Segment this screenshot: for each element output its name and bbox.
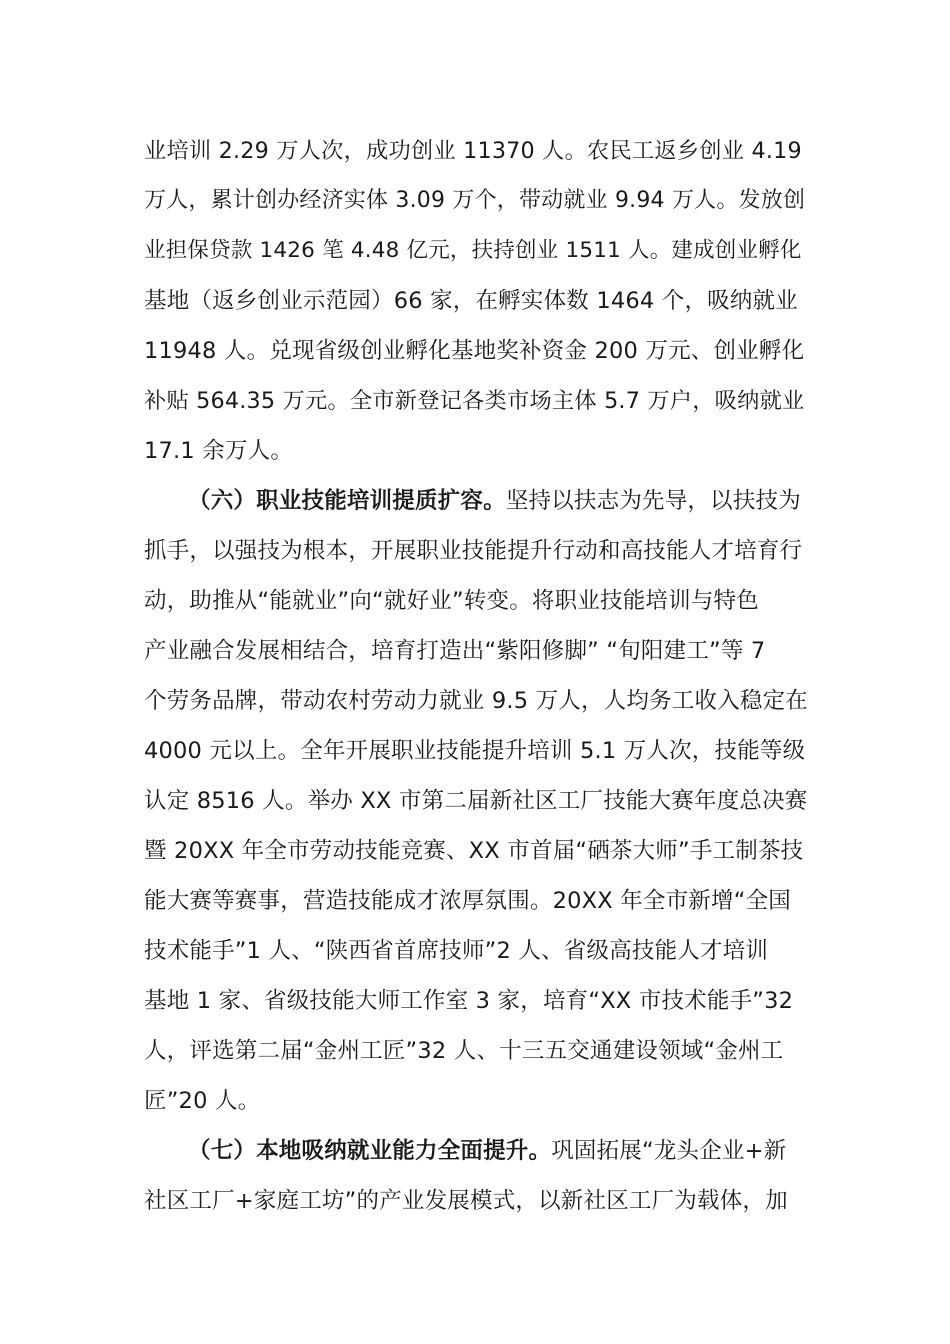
paragraph-2-line-8: 暨 20XX 年全市劳动技能竞赛、XX 市首届“硒茶大师”手工制茶技	[144, 838, 804, 864]
paragraph-2-first-line	[188, 490, 808, 513]
paragraph-3-first-line-text: 巩固拓展“龙头企业+新	[551, 1138, 787, 1164]
paragraph-2-line-11: 基地 1 家、省级技能大师工作室 3 家，培育“XX 市技术能手”32	[144, 988, 794, 1014]
paragraph-1-line-5: 11948 人。兑现省级创业孵化基地奖补资金 200 万元、创业孵化	[144, 338, 805, 364]
paragraph-2-first-line-text: 坚持以扶志为先导，以扶技为	[505, 488, 801, 514]
paragraph-2-line-3: 动，助推从“能就业”向“就好业”转变。将职业技能培训与特色	[144, 588, 759, 614]
paragraph-2-line-12: 人，评选第二届“金州工匠”32 人、十三五交通建设领域“金州工	[144, 1038, 784, 1064]
paragraph-2-line-13: 匠”20 人。	[144, 1088, 261, 1114]
paragraph-1-line-1: 业培训 2.29 万人次，成功创业 11370 人。农民工返乡创业 4.19	[144, 138, 802, 164]
section-heading-6: （六）职业技能培训提质扩容。	[188, 488, 506, 514]
section-heading-7: （七）本地吸纳就业能力全面提升。	[188, 1138, 552, 1164]
paragraph-3-first-line	[188, 1140, 808, 1163]
paragraph-1-line-3: 业担保贷款 1426 笔 4.48 亿元，扶持创业 1511 人。建成创业孵化	[144, 238, 802, 263]
paragraph-2-line-6: 4000 元以上。全年开展职业技能提升培训 5.1 万人次，技能等级	[144, 738, 806, 764]
paragraph-2-line-4: 产业融合发展相结合，培育打造出“紫阳修脚” “旬阳建工”等 7	[144, 638, 766, 664]
paragraph-1-line-7: 17.1 余万人。	[144, 438, 294, 464]
paragraph-2-line-5: 个劳务品牌，带动农村劳动力就业 9.5 万人，人均务工收入稳定在	[144, 688, 808, 714]
paragraph-2-line-10: 技术能手”1 人、“陕西省首席技师”2 人、省级高技能人才培训	[144, 938, 769, 964]
paragraph-1-line-6: 补贴 564.35 万元。全市新登记各类市场主体 5.7 万户，吸纳就业	[144, 388, 805, 414]
paragraph-1-line-4: 基地（返乡创业示范园）66 家，在孵实体数 1464 个，吸纳就业	[144, 288, 798, 314]
paragraph-2-line-2: 抓手，以强技为根本，开展职业技能提升行动和高技能人才培育行	[144, 538, 803, 564]
paragraph-2-line-9: 能大赛等赛事，营造技能成才浓厚氛围。20XX 年全市新增“全国	[144, 888, 791, 914]
paragraph-1-line-2: 万人，累计创办经济实体 3.09 万个，带动就业 9.94 万人。发放创	[144, 188, 806, 213]
paragraph-3-line-2: 社区工厂+家庭工坊”的产业发展模式，以新社区工厂为载体，加	[144, 1188, 788, 1214]
paragraph-2-line-7: 认定 8516 人。举办 XX 市第二届新社区工厂技能大赛年度总决赛	[144, 788, 808, 814]
